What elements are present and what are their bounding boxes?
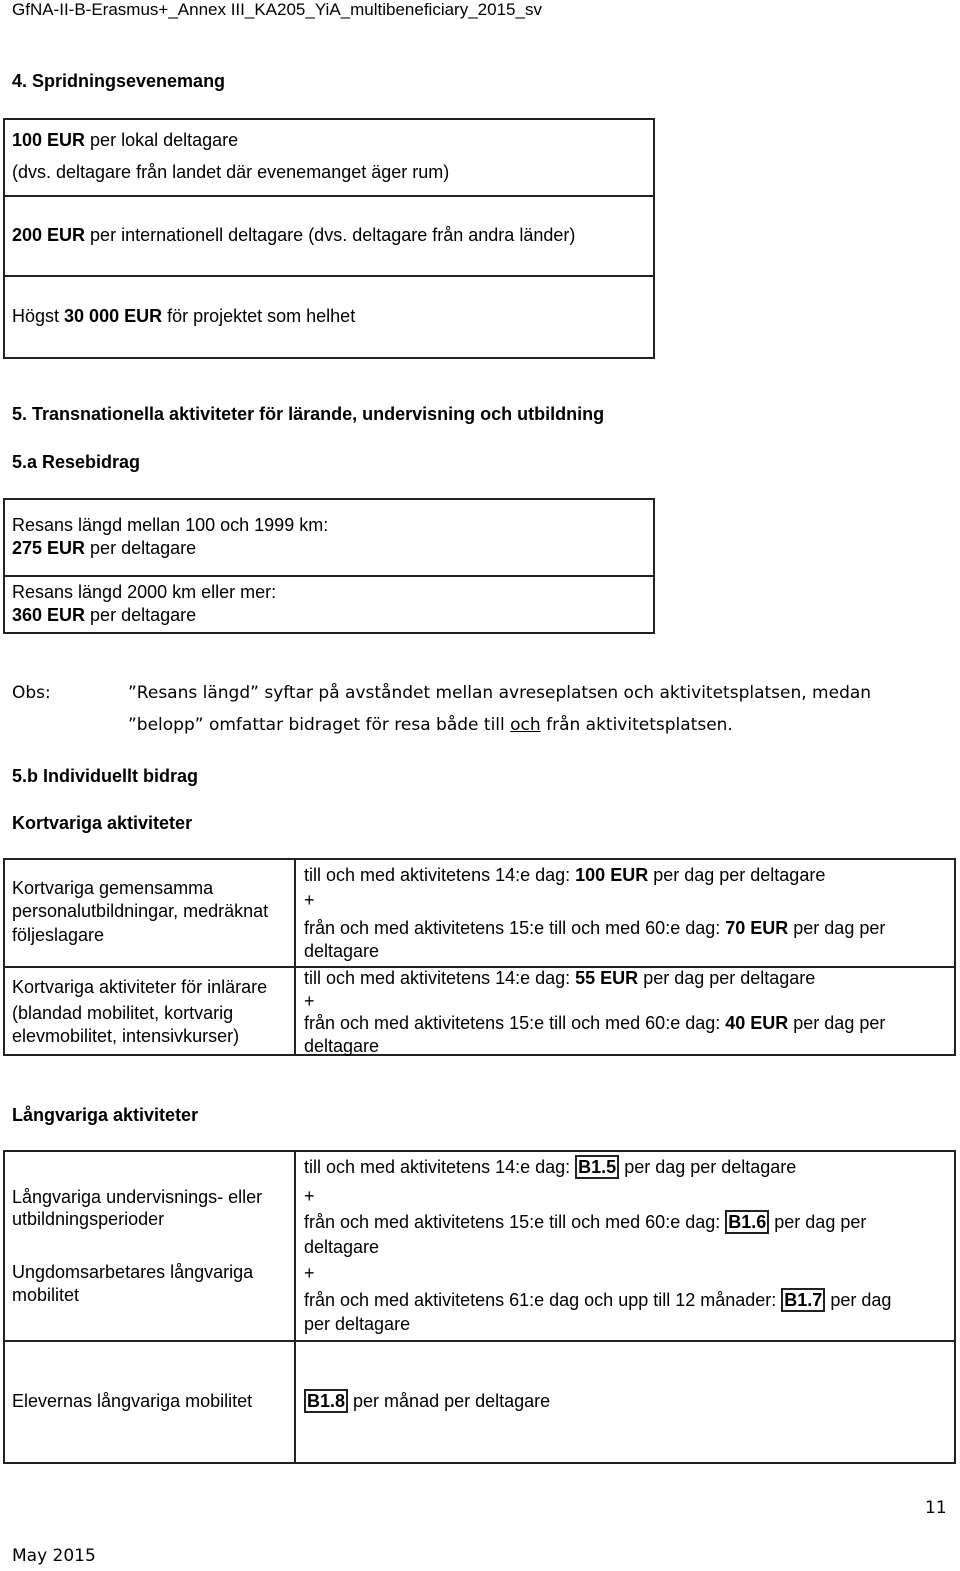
section-4-title: 4. Spridningsevenemang <box>12 71 226 91</box>
section-5-title: 5. Transnationella aktiviteter för lärande, undervisning och utbildning <box>12 404 605 424</box>
code-b1-6: B1.6 <box>725 1210 769 1234</box>
short-left1-line2: personalutbildningar, medräknat <box>12 901 269 921</box>
long-right-plus2: + <box>304 1263 315 1283</box>
footer-date: May 2015 <box>12 1546 96 1566</box>
short-left2-line2: (blandad mobilitet, kortvarig <box>12 1003 234 1023</box>
travel-row1-line2: 275 EUR per deltagare <box>12 538 197 558</box>
document-header: GfNA-II-B-Erasmus+_Annex III_KA205_YiA_multibeneficiary_2015_sv <box>12 0 542 19</box>
long-left1b-line1: Ungdomsarbetares långvariga <box>12 1262 254 1282</box>
obs-text-line2: ”belopp” omfattar bidraget för resa både till och från aktivitetsplatsen. <box>128 715 733 735</box>
table-divider <box>3 195 655 197</box>
section-5a-title: 5.a Resebidrag <box>12 452 141 472</box>
sec4-row1-line1: 100 EUR per lokal deltagare <box>12 130 239 150</box>
obs-label: Obs: <box>12 683 51 703</box>
short-right1-line4: deltagare <box>304 941 380 961</box>
long-left1b-line2: mobilitet <box>12 1285 80 1305</box>
long-right-line3: från och med aktivitetens 15:e till och med 60:e dag: B1.6 per dag per <box>304 1212 867 1232</box>
short-left2-line1: Kortvariga aktiviteter för inlärare <box>12 977 268 997</box>
short-left2-line3: elevmobilitet, intensivkurser) <box>12 1026 240 1046</box>
short-right2-plus: + <box>304 991 315 1011</box>
short-left1-line1: Kortvariga gemensamma <box>12 878 214 898</box>
table-divider <box>294 1150 296 1464</box>
travel-row1-line1: Resans längd mellan 100 och 1999 km: <box>12 515 329 535</box>
short-right2-line4: deltagare <box>304 1036 380 1056</box>
long-right-line6: från och med aktivitetens 61:e dag och upp till 12 månader: B1.7 per dag <box>304 1290 892 1310</box>
long-left2: Elevernas långvariga mobilitet <box>12 1391 253 1411</box>
travel-row2-line2: 360 EUR per deltagare <box>12 605 197 625</box>
long-right-line7: per deltagare <box>304 1314 411 1334</box>
table-divider <box>294 858 296 1056</box>
long-right-line1: till och med aktivitetens 14:e dag: B1.5 per dag per deltagare <box>304 1157 797 1177</box>
travel-row2-line1: Resans längd 2000 km eller mer: <box>12 582 277 602</box>
obs-text-line1: ”Resans längd” syftar på avståndet mellan avreseplatsen och aktivitetsplatsen, medan <box>128 683 872 703</box>
long-right-line4: deltagare <box>304 1237 380 1257</box>
short-right1-line1: till och med aktivitetens 14:e dag: 100 EUR per dag per deltagare <box>304 865 826 885</box>
short-right1-line3: från och med aktivitetens 15:e till och med 60:e dag: 70 EUR per dag per <box>304 918 886 938</box>
section-5b-title: 5.b Individuellt bidrag <box>12 766 199 786</box>
long-right-plus1: + <box>304 1186 315 1206</box>
code-b1-5: B1.5 <box>575 1155 619 1179</box>
long-left1-line2: utbildningsperioder <box>12 1209 165 1229</box>
table-divider <box>3 575 655 577</box>
table-divider <box>3 1340 956 1342</box>
short-left1-line3: följeslagare <box>12 925 105 945</box>
sec4-row3: Högst 30 000 EUR för projektet som helhet <box>12 306 356 326</box>
short-right2-line3: från och med aktivitetens 15:e till och med 60:e dag: 40 EUR per dag per <box>304 1013 886 1033</box>
long-left1-line1: Långvariga undervisnings- eller <box>12 1187 263 1207</box>
short-term-title: Kortvariga aktiviteter <box>12 813 193 833</box>
sec4-row2: 200 EUR per internationell deltagare (dvs. deltagare från andra länder) <box>12 225 576 245</box>
short-right2-line1: till och med aktivitetens 14:e dag: 55 EUR per dag per deltagare <box>304 968 816 988</box>
short-right1-plus: + <box>304 890 315 910</box>
code-b1-8: B1.8 <box>304 1389 348 1413</box>
table-divider <box>3 275 655 277</box>
long-term-title: Långvariga aktiviteter <box>12 1105 199 1125</box>
code-b1-7: B1.7 <box>781 1288 825 1312</box>
long-right2: B1.8 per månad per deltagare <box>304 1391 550 1412</box>
page-number: 11 <box>925 1498 947 1518</box>
sec4-row1-line2: (dvs. deltagare från landet där evenemanget äger rum) <box>12 162 450 182</box>
